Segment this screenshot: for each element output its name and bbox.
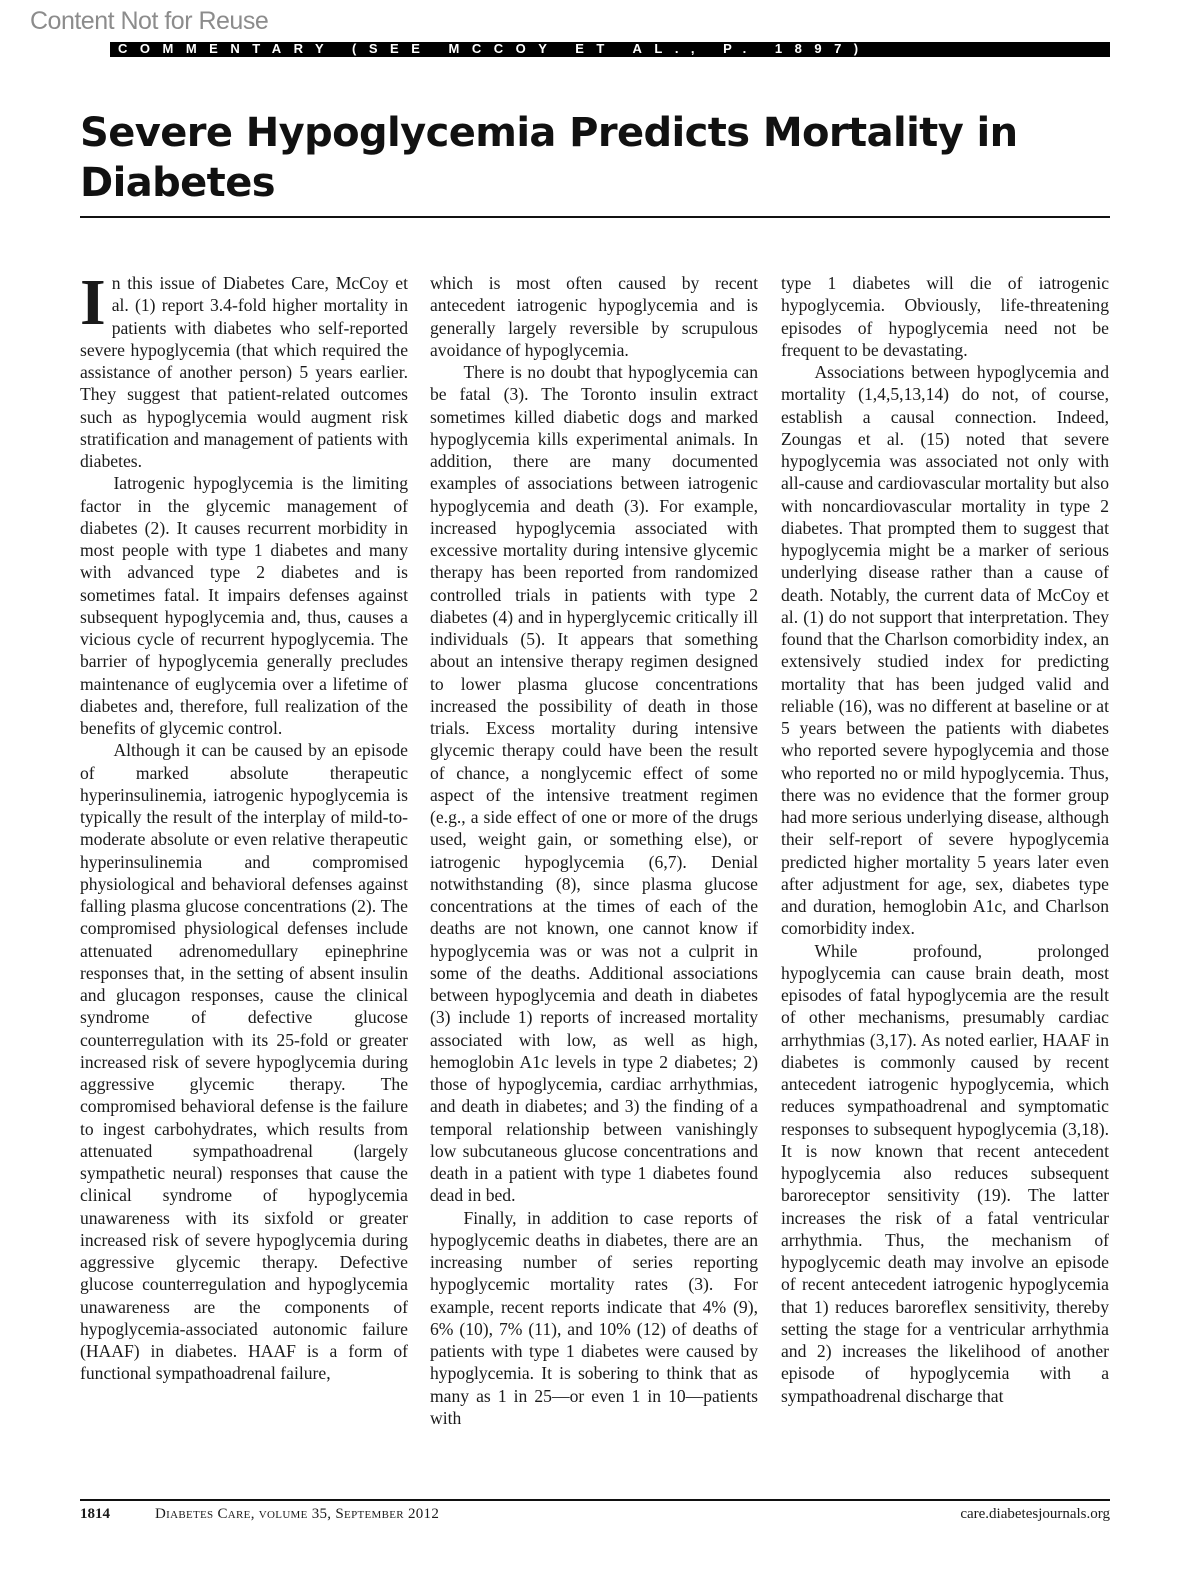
paragraph: While profound, prolonged hypoglycemia can cause brain death, most episodes of fatal hypoglycemia are the result of other mechanisms, presumably cardiac arrhythmias (3,17). As noted earlier, HAAF in diabetes is commonly caused by recent antecedent iatrogenic hypoglycemia, which reduces sympathoadrenal and symptomatic responses to subsequent hypoglycemia (3,18). It is now known that recent antecedent hypoglycemia also reduces subsequent baroreceptor sensitivity (19). The latter increases the risk of a fatal ventricular arrhythmia. Thus, the mechanism of hypoglycemic death may involve an episode of recent antecedent iatrogenic hypoglycemia that 1) reduces baroreflex sensitivity, thereby setting the stage for a ventricular arrhythmia and 2) increases the likelihood of another episode of hypoglycemia with a sympathoadrenal discharge that: [781, 940, 1109, 1406]
drop-cap: I: [80, 266, 106, 339]
paragraph: which is most often caused by recent antecedent iatrogenic hypoglycemia and is generally largely reversible by scrupulous avoidance of hypoglycemia.: [430, 273, 758, 360]
column-2: [430, 272, 758, 1429]
paragraph: [80, 266, 408, 472]
paragraph: Although it can be caused by an episode of marked absolute therapeutic hyperinsulinemia, iatrogenic hypoglycemia is typically the result of the interplay of mild-to-moderate absolute or even relative therapeutic hyperinsulinemia and compromised physiological and behavioral defenses against falling plasma glucose concentrations (2). The compromised physiological defenses include attenuated adrenomedullary epinephrine responses that, in the setting of absent insulin and glucagon responses, cause the clinical syndrome of defective glucose counterregulation with its 25-fold or greater increased risk of severe hypoglycemia during aggressive glycemic therapy. The compromised behavioral defense is the failure to ingest carbohydrates, which results from attenuated sympathoadrenal (largely sympathetic neural) responses that cause the clinical syndrome of hypoglycemia unawareness with its sixfold or greater increased risk of severe hypoglycemia during aggressive glycemic therapy. Defective glucose counterregulation and hypoglycemia unawareness are the components of hypoglycemia-associated autonomic failure (HAAF) in diabetes. HAAF is a form of functional sympathoadrenal failure,: [80, 740, 408, 1384]
watermark: Content Not for Reuse: [30, 7, 269, 35]
journal-citation: Diabetes Care, volume 35, September 2012: [155, 1506, 440, 1522]
title-divider: [80, 216, 1110, 218]
journal-url[interactable]: care.diabetesjournals.org: [960, 1506, 1110, 1522]
paragraph-text: n this issue of Diabetes Care, McCoy et al. (1) report 3.4-fold higher mortality in patients with diabetes who self-reported severe hypoglycemia (that which required the assistance of another person) 5 years earlier. They suggest that patient-related outcomes such as hypoglycemia would augment risk stratification and management of patients with diabetes.: [80, 273, 408, 471]
column-1: [80, 266, 408, 1385]
paragraph: Finally, in addition to case reports of hypoglycemic deaths in diabetes, there are an increasing number of series reporting hypoglycemic mortality rates (3). For example, recent reports indicate that 4% (9), 6% (10), 7% (11), and 10% (12) of deaths of patients with type 1 diabetes were caused by hypoglycemia. It is sobering to think that as many as 1 in 25—or even 1 in 10—patients with: [430, 1207, 758, 1428]
page-number: 1814: [80, 1506, 110, 1522]
article-title: Severe Hypoglycemia Predicts Mortality in Diabetes: [80, 110, 1018, 206]
footer-divider: [80, 1499, 1110, 1501]
paragraph: Associations between hypoglycemia and mortality (1,4,5,13,14) do not, of course, establish a causal connection. Indeed, Zoungas et al. (15) noted that severe hypoglycemia was associated not only with all-cause and cardiovascular mortality but also with noncardiovascular mortality in type 2 diabetes. That prompted them to suggest that hypoglycemia might be a marker of serious underlying disease rather than a cause of death. Notably, the current data of McCoy et al. (1) do not support that interpretation. They found that the Charlson comorbidity index, an extensively studied index for predicting mortality that has been judged valid and reliable (16), was no different at baseline or at 5 years between the patients with diabetes who reported severe hypoglycemia and those who reported no or mild hypoglycemia. Thus, there was no evidence that the former group had more serious underlying disease, although their self-report of severe hypoglycemia predicted higher mortality 5 years later even after adjustment for age, sex, diabetes type and duration, hemoglobin A1c, and Charlson comorbidity index.: [781, 362, 1109, 939]
section-label: COMMENTARY (SEE MCCOY ET AL., P. 1897): [118, 41, 871, 56]
paragraph: type 1 diabetes will die of iatrogenic hypoglycemia. Obviously, life-threatening episodes of hypoglycemia need not be frequent to be devastating.: [781, 273, 1109, 360]
paragraph: Iatrogenic hypoglycemia is the limiting factor in the glycemic management of diabetes (2). It causes recurrent morbidity in most people with type 1 diabetes and many with advanced type 2 diabetes and is sometimes fatal. It impairs defenses against subsequent hypoglycemia and, thus, causes a vicious cycle of recurrent hypoglycemia. The barrier of hypoglycemia generally precludes maintenance of euglycemia over a lifetime of diabetes and, therefore, full realization of the benefits of glycemic control.: [80, 473, 408, 738]
column-3: [781, 272, 1109, 1407]
paragraph: There is no doubt that hypoglycemia can be fatal (3). The Toronto insulin extract sometimes killed diabetic dogs and marked hypoglycemia kills experimental animals. In addition, there are many documented examples of associations between iatrogenic hypoglycemia and death (3). For example, increased hypoglycemia associated with excessive mortality during intensive glycemic therapy has been reported from randomized controlled trials in patients with type 2 diabetes (4) and in hyperglycemic critically ill individuals (5). It appears that something about an intensive therapy regimen designed to lower plasma glucose concentrations increased the possibility of death in those trials. Excess mortality during intensive glycemic therapy could have been the result of chance, a nonglycemic effect of some aspect of the intensive treatment regimen (e.g., a side effect of one or more of the drugs used, weight gain, or something else), or iatrogenic hypoglycemia (6,7). Denial notwithstanding (8), since plasma glucose concentrations at the times of each of the deaths are not known, one cannot know if hypoglycemia was or was not a culprit in some of the deaths. Additional associations between hypoglycemia and death in diabetes (3) include 1) reports of increased mortality associated with low, as well as high, hemoglobin A1c levels in type 2 diabetes; 2) those of hypoglycemia, cardiac arrhythmias, and death in diabetes; and 3) the finding of a temporal relationship between vanishingly low subcutaneous glucose concentrations and death in a patient with type 1 diabetes found dead in bed.: [430, 362, 758, 1206]
